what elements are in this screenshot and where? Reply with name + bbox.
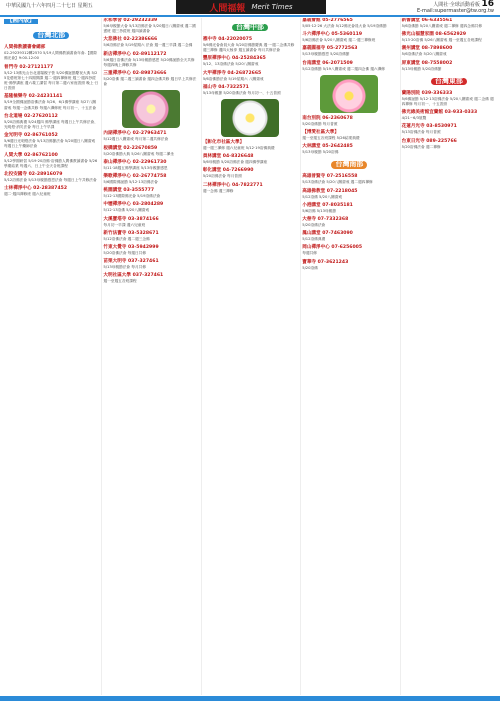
listing-name: 桃園講堂 03-3555777 <box>103 188 155 194</box>
listing-schedule: 5/12週日八關齋戒 每月第二週共修法會 <box>103 137 169 142</box>
temple-listing <box>302 144 396 155</box>
temple-listing <box>4 114 98 130</box>
listing-name: 福山寺 04-7322571 <box>202 84 249 90</box>
temple-listing <box>302 231 396 242</box>
temple-listing <box>4 172 98 183</box>
temple-listing <box>302 61 396 72</box>
listing-name: 苗栗大明寺 037-327461 <box>103 259 159 265</box>
flower-photo <box>122 90 180 128</box>
listing-name: 普門寺 02-27121177 <box>4 64 54 70</box>
listing-schedule: 週二‧週四禪修班 週六兒童班 <box>4 192 51 197</box>
listing-schedule: 5/6週日光明燈法會 5/13浴佛節法會 5/20週日八關齋戒 每週日上午藥師法會 <box>4 139 96 149</box>
listing-schedule: 5/12、13浴佛法會 5/20八關齋戒 <box>202 62 259 67</box>
listing-schedule: 5/20浴佛法會 週二禪修 <box>401 144 441 149</box>
listing-name: 三重禪淨中心 02-89873666 <box>103 71 167 77</box>
header-rule <box>0 15 500 17</box>
listing-name: 屏東講堂 08-7558002 <box>401 60 453 66</box>
temple-listing <box>203 85 297 96</box>
listing-name: 佛光緣美術館宜蘭館 03-933-0333 <box>401 110 478 116</box>
listing-name: 中壢禪淨中心 03-2804289 <box>103 202 164 208</box>
temple-listing <box>4 65 98 92</box>
region-heading <box>402 75 496 88</box>
listing-name: 蘭陽別院 039-336333 <box>401 90 453 96</box>
temple-listing <box>402 91 496 107</box>
page-info <box>417 1 494 14</box>
listing-schedule: 週一念佛 週三禪修 <box>202 188 234 193</box>
listing-name: 台南講堂 06-2071509 <box>302 60 353 66</box>
listing-name: 內湖禪淨中心 02-27963471 <box>103 131 167 137</box>
listing-name: 台東日光寺 089-225766 <box>401 138 457 144</box>
temple-listing <box>203 168 297 179</box>
newspaper-logo: 人間福報 <box>209 3 246 14</box>
listing-name: 台北道場 02-27620112 <box>4 113 58 119</box>
temple-listing <box>103 160 197 171</box>
flower-photo <box>320 75 378 113</box>
temple-listing <box>402 61 496 72</box>
region-heading <box>203 21 297 34</box>
listing-name: 人間佛教讀書會總部 <box>4 45 46 51</box>
listing-schedule: 5/19全國佛誕節浴佛法會 5/26、6/1佛學講座 5/27八關齋戒 每週一念佛共修 每週六禪修班 每月初一、十五法會 <box>4 100 97 110</box>
listing-name: 竹東大覺寺 03-5942999 <box>103 245 159 251</box>
listing-name: 泰山禪淨中心 02-22961730 <box>103 159 167 165</box>
listing-schedule: 5/6母親節大會 5/13浴佛法會 5/20週日八關齋戒 週二國畫班 週三抄經班 週四讀書會 <box>103 24 196 34</box>
listing-schedule: 5/20浴佛節 每月普照 <box>302 121 338 126</box>
listing-schedule: 5/12浴佛法會 週二週三念佛 <box>103 236 150 241</box>
listing-name: 大悲佛社 02-22386666 <box>103 37 158 43</box>
temple-listing <box>103 52 197 68</box>
region-heading <box>302 158 396 171</box>
listing-name: 新竹法寶寺 03-5328671 <box>103 230 159 236</box>
masthead <box>176 0 326 14</box>
temple-listing <box>4 153 98 169</box>
page-header <box>0 0 500 14</box>
listing-schedule: 5/11‧18週五佛學講座 5/13母親節感恩 <box>103 165 168 170</box>
region-label: 台灣東部 <box>431 78 467 85</box>
temple-listing <box>4 186 98 197</box>
listing-schedule: 5/6浴佛法會 5/20八關齋戒 週二‧週三禪修班 <box>302 38 376 43</box>
listing-schedule: 5/12浴佛 5/20八關齋戒 <box>302 194 343 199</box>
listing-name: 北投安國寺 02-28916079 <box>4 172 63 178</box>
listing-name: 潮州講堂 08-7898600 <box>401 46 453 52</box>
listing-column <box>101 18 198 695</box>
listing-name: 新店禪淨中心 02-89112172 <box>103 51 167 57</box>
listing-schedule: 5/12學期研習 5/19‧20浴佛‧浴佛節人間佛教讀書會 5/26學期結業 每週六、日上午全天各班課程 <box>4 158 98 168</box>
listing-schedule: 5/6浴佛法會 5/19星期六 法會 週一週三早課 週二念佛 <box>103 43 193 48</box>
temple-listing <box>402 32 496 43</box>
listing-name: 小港講堂 07-8035181 <box>302 202 353 208</box>
listing-column <box>201 18 298 695</box>
temple-listing <box>302 189 396 200</box>
temple-listing <box>103 188 197 199</box>
section-title: 人間社‧全球活動看板 <box>433 2 480 8</box>
listing-name: 員林講堂 04-8326648 <box>202 154 254 160</box>
listing-schedule: 週一至週五各班課程 <box>103 279 137 284</box>
listing-schedule: 5/6週日浴佛法會 5/13母親節感恩 5/20佛誕節全天共修 每週四晚上禪修共修 <box>103 57 195 67</box>
listing-name: 大甲禪淨寺 04-26872665 <box>202 70 262 76</box>
temple-listing <box>103 174 197 185</box>
listing-name: 板橋講堂 02-22670859 <box>103 145 158 151</box>
listing-name: 【博愛社區大學】 <box>302 130 339 136</box>
listing-name: 惠中寺 04-22020075 <box>202 37 253 42</box>
temple-listing <box>302 203 396 214</box>
listing-schedule: 5/6佛誕節 5/12‧13浴佛法會 5/20八關齋戒 週二念佛 週四禪修 每月初一、十五普照 <box>401 96 494 107</box>
listing-schedule: 5/20浴佛典禮 5/24週四 佛學講座 每週日上午共修法會、光明燈‧消災法會 每日上午早課 <box>4 119 98 130</box>
listing-schedule: 5/13浴佛法會 每月普照 <box>401 130 441 135</box>
edition-ribbon: 【國內版】 <box>4 19 38 24</box>
temple-listing <box>402 18 496 29</box>
listing-schedule: 5/13‧20浴佛 5/26八關齋戒 週一至週五各班課程 <box>401 38 482 43</box>
listing-name: 大明社區大學 037-327461 <box>103 273 164 279</box>
listing-name: 佛光山福慧家園 08-6562929 <box>401 32 467 38</box>
listing-schedule: 週一至週五各班課程 5/26結業典禮 <box>302 136 360 141</box>
temple-listing <box>302 217 396 228</box>
listing-name: 嘉義會館 05-2776565 <box>302 18 353 23</box>
listing-name: 花蓮月光寺 03-8530971 <box>401 124 457 130</box>
listing-schedule: 4/21~6/3展覽 <box>401 116 427 121</box>
temple-listing <box>103 259 197 270</box>
temple-listing <box>4 133 98 149</box>
listing-schedule: 5/12‧13浴佛 5/20八關齋戒 <box>103 208 150 213</box>
listing-name: 大林講堂 05-2642485 <box>302 144 353 150</box>
temple-listing <box>302 116 396 127</box>
listing-name: 大慈寺 07-7332368 <box>302 217 349 223</box>
listing-schedule: 5/6浴佛節 5/20八關齋戒 週二禪修 週四念佛共修 <box>401 24 483 28</box>
listing-schedule: 5/6浴佛節法會 5/19星期六 八關齋戒 <box>202 76 264 81</box>
listing-name: 【彰化市社區大學】 <box>202 140 245 146</box>
region-label: 台灣中部 <box>232 24 268 31</box>
temple-listing <box>4 94 98 110</box>
temple-listing <box>103 231 197 242</box>
listing-schedule: 5/12浴佛法會 5/13母親節感恩法會 每週日上午共修法會 <box>4 178 97 183</box>
listing-schedule: 5/13母親節 5/20浴佛法會 每月初一、十五普照 <box>202 90 281 95</box>
listing-schedule: 5/20浴佛節大典 5/26八關齋戒 每週二禪坐 <box>103 151 174 156</box>
listing-name: 南台別院 06-2360678 <box>302 115 353 121</box>
listing-schedule: 5/20浴佛法會 每月普照 <box>202 174 242 179</box>
listing-schedule: 5/12‧13國際佛光會 5/19浴佛法會 <box>103 194 161 199</box>
listing-schedule: 5/12浴佛節 5/19八關齋戒 週二週四念佛 週六禪修 <box>302 66 385 71</box>
temple-listing <box>302 260 396 271</box>
listing-name: 岡山禪淨中心 07-6256005 <box>302 245 363 251</box>
listing-name: 樂歌禪淨中心 02-26774758 <box>103 174 167 180</box>
temple-listing <box>103 202 197 213</box>
flower-photo <box>221 99 279 137</box>
listing-name: 金光明寺 02-86761052 <box>4 133 58 139</box>
listing-schedule: 5/6國際佛誕節 5/12‧13浴佛法會 <box>103 180 158 185</box>
temple-listing <box>103 217 197 228</box>
temple-listing <box>203 140 297 151</box>
listing-schedule: 5/12浴佛典禮 <box>302 237 326 242</box>
issue-date: 中華民國九十六年四月二十七日 星期五 <box>6 3 93 9</box>
temple-listing <box>402 46 496 57</box>
listing-name: 永和學舍 02-29232339 <box>103 18 158 23</box>
temple-listing <box>103 245 197 256</box>
temple-listing <box>203 56 297 67</box>
listing-schedule: 每週共修 <box>302 251 317 256</box>
temple-listing <box>103 146 197 157</box>
listing-name: 寶華寺 07-3621243 <box>302 259 349 265</box>
temple-listing <box>302 130 396 141</box>
listing-schedule: 5/12‧13佛光山台北道場親子營 5/20佛誕節慶祝大典 5/25花藝班第七十四期開課 週二‧週四禪修班 週三‧週四抄經班‧佛學講座 週六義工講習 每月第二週六家庭普照 晚上‧日日普照 <box>4 70 99 91</box>
listing-name: 新營講堂 06-6335561 <box>401 18 453 23</box>
listing-schedule: 5/20浴佛法會 <box>302 223 326 228</box>
temple-listing <box>203 183 297 194</box>
listing-schedule: 5/6浴佛 5/13母親節 <box>302 208 337 213</box>
listing-column <box>3 18 99 695</box>
temple-listing <box>302 245 396 256</box>
temple-listing <box>402 110 496 121</box>
temple-listing <box>4 45 98 61</box>
temple-listing <box>103 273 197 284</box>
listing-schedule: 5/13母親節 5/20浴佛節 <box>401 66 442 71</box>
listing-name: 高雄普賢寺 07-2516558 <box>302 174 358 180</box>
listing-schedule: 5/13母親節法會 每月共修 <box>103 265 147 270</box>
temple-listing <box>302 46 396 57</box>
temple-listing <box>302 32 396 43</box>
temple-listing <box>103 131 197 142</box>
temple-listing <box>402 124 496 135</box>
listing-schedule: 5/6浴佛法會 5/20八關齋戒 <box>401 52 447 57</box>
listing-name: 斗六禪淨中心 05-5360119 <box>302 32 363 38</box>
listing-name: 嘉義圓福寺 05-2772563 <box>302 46 358 52</box>
listing-name: 二林禪淨中心 04-7822771 <box>202 182 263 188</box>
temple-listing <box>103 18 197 34</box>
listing-name: 鳳山講堂 07-7463090 <box>302 231 353 237</box>
temple-listing <box>402 139 496 150</box>
listing-schedule: 5/20浴佛 <box>302 265 318 270</box>
listing-schedule: 週一週三禪修 週六兒童班 5/12‧19浴佛典禮 <box>202 146 275 151</box>
listing-schedule: 5/13母親節 5/20浴佛 <box>302 150 339 155</box>
listing-name: 士林禪淨中心 02-28387452 <box>4 186 68 192</box>
listing-schedule: 5/13母親節感恩 5/20浴佛節 <box>302 52 350 57</box>
temple-listing <box>302 174 396 185</box>
temple-listing <box>203 71 297 82</box>
region-label: 台灣南部 <box>331 161 367 168</box>
listings-content <box>3 18 497 695</box>
contact-email[interactable]: E-mail:supermaster@tw.org.tw <box>416 8 494 14</box>
listing-column <box>400 18 497 695</box>
listing-schedule: 5/6母親節 5/20浴佛法會 週四佛學講座 <box>202 160 268 165</box>
region-heading <box>4 29 98 42</box>
temple-listing <box>103 71 197 87</box>
listing-schedule: 5/20浴佛 週二週三讀書會 週四念佛共修 週日早上共修法會 <box>103 77 197 87</box>
listing-name: 豐原禪淨中心 04-25284365 <box>202 56 266 62</box>
page-number: 16 <box>481 0 494 9</box>
newspaper-logo-en: Merit Times <box>251 3 293 11</box>
footer-bar <box>0 696 500 701</box>
listing-schedule: 5/13浴佛法會 5/20八關齋戒 週二週四禪修 <box>302 180 373 185</box>
listing-name: 高雄佛教堂 07-2218045 <box>302 188 358 194</box>
listing-name: 人間大學 02-86762100 <box>4 152 58 158</box>
temple-listing <box>203 154 297 165</box>
temple-listing <box>302 18 396 29</box>
listing-schedule: 5/6佛光會會員大會 5/20浴佛節慶典 週一‧週二念佛共修 週三禪修 週四太極拳 週五讀書會 每月共修法會 <box>202 43 295 53</box>
listing-name: 彰化講堂 04-7266990 <box>202 168 254 174</box>
listing-name: 大溪寶塔寺 03-3874166 <box>103 216 159 222</box>
listing-column <box>300 18 397 695</box>
temple-listing <box>203 37 297 53</box>
region-label: 台灣北部 <box>33 32 69 39</box>
listing-schedule: 每月初一早課 週六兒童班 <box>103 222 146 227</box>
listing-schedule: 5/05‧12‧26 大法會 5/12佛光會員大會 5/19浴佛節 <box>302 24 387 28</box>
listing-name: 基隆極樂寺 02-24231141 <box>4 94 63 100</box>
listing-schedule: 02-29239312轉2570 5/19人間佛教讀書會年會-【國際佛光會】9:00-12:00 <box>4 51 97 61</box>
listing-schedule: 5/20浴佛法會 每週日共修 <box>103 251 147 256</box>
temple-listing <box>103 37 197 48</box>
